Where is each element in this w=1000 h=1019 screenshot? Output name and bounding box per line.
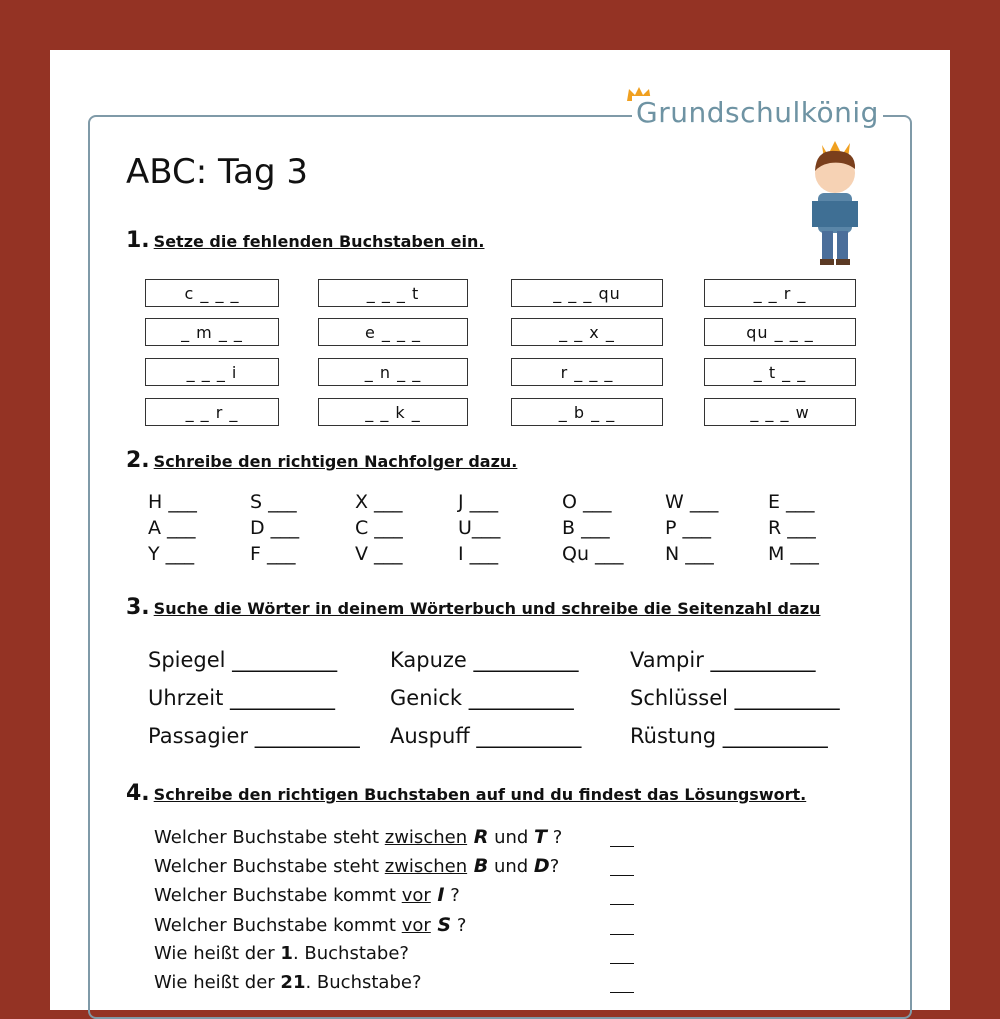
page-title: ABC: Tag 3 xyxy=(126,152,308,192)
dictionary-word: Uhrzeit __________ xyxy=(148,686,336,710)
successor-item: I ___ xyxy=(458,543,499,565)
boy-reading-illustration xyxy=(800,135,870,270)
section-number: 1. xyxy=(126,228,150,253)
answer-blank[interactable] xyxy=(610,963,634,964)
section3-heading xyxy=(126,595,820,620)
question-letter: I xyxy=(430,884,445,907)
successor-item: Y ___ xyxy=(148,543,195,565)
question-keyword: zwischen xyxy=(384,856,468,878)
successor-item: X ___ xyxy=(355,491,403,513)
letter-box[interactable]: r _ _ _ xyxy=(511,358,663,386)
answer-blank[interactable] xyxy=(610,846,634,847)
section1-heading xyxy=(126,228,484,253)
question-number: 21 xyxy=(280,972,306,993)
dictionary-word: Schlüssel __________ xyxy=(630,686,840,710)
question xyxy=(154,943,409,964)
letter-box[interactable]: _ _ k _ xyxy=(318,398,468,426)
question xyxy=(154,972,422,993)
letter-box[interactable]: _ t _ _ xyxy=(704,358,856,386)
successor-item: H ___ xyxy=(148,491,197,513)
successor-item: B ___ xyxy=(562,517,610,539)
question-text: ? xyxy=(547,827,563,848)
letter-box[interactable]: _ _ _ i xyxy=(145,358,279,386)
letter-box[interactable]: _ b _ _ xyxy=(511,398,663,426)
question-text: . Buchstabe? xyxy=(292,942,409,964)
question-keyword: zwischen xyxy=(384,827,468,848)
question-text: und xyxy=(488,856,534,878)
letter-box[interactable]: _ _ x _ xyxy=(511,318,663,346)
question-text: ? xyxy=(444,885,460,907)
question-keyword: vor xyxy=(401,885,431,907)
question-letter: T xyxy=(534,826,548,848)
question-letter: S xyxy=(430,913,452,936)
letter-box[interactable]: e _ _ _ xyxy=(318,318,468,346)
question xyxy=(154,914,466,936)
successor-item: U___ xyxy=(458,517,501,539)
answer-blank[interactable] xyxy=(610,992,634,993)
dictionary-word: Kapuze __________ xyxy=(390,648,579,672)
successor-item: N ___ xyxy=(665,543,714,565)
section4-heading xyxy=(126,781,806,806)
question-text: . Buchstabe? xyxy=(305,972,422,993)
question-keyword: vor xyxy=(401,914,431,936)
question-letter: B xyxy=(467,855,489,878)
successor-item: R ___ xyxy=(768,517,816,539)
letter-box[interactable]: _ n _ _ xyxy=(318,358,468,386)
successor-item: O ___ xyxy=(562,491,612,513)
letter-box[interactable]: _ _ r _ xyxy=(704,279,856,307)
successor-item: E ___ xyxy=(768,491,815,513)
dictionary-word: Rüstung __________ xyxy=(630,724,828,748)
letter-box[interactable]: c _ _ _ xyxy=(145,279,279,307)
question xyxy=(154,884,460,906)
dictionary-word: Vampir __________ xyxy=(630,648,816,672)
question-text: Welcher Buchstabe steht xyxy=(154,827,385,848)
letter-box[interactable]: _ _ _ t xyxy=(318,279,468,307)
logo: Grundschulkönig xyxy=(632,96,883,129)
dictionary-word: Spiegel __________ xyxy=(148,648,338,672)
successor-item: J ___ xyxy=(458,491,499,513)
question-number: 1 xyxy=(280,942,293,964)
section-title: Schreibe den richtigen Nachfolger dazu. xyxy=(153,452,518,471)
letter-box[interactable]: qu _ _ _ xyxy=(704,318,856,346)
successor-item: W ___ xyxy=(665,491,719,513)
letter-box[interactable]: _ _ _ qu xyxy=(511,279,663,307)
question-text: Wie heißt der xyxy=(154,972,281,993)
question-text: Wie heißt der xyxy=(154,942,281,964)
successor-item: D ___ xyxy=(250,517,300,539)
question-letter: R xyxy=(467,826,489,848)
question xyxy=(154,855,559,877)
section-number: 2. xyxy=(126,448,150,473)
dictionary-word: Passagier __________ xyxy=(148,724,360,748)
question-text: und xyxy=(488,827,535,848)
successor-item: C ___ xyxy=(355,517,403,539)
successor-item: V ___ xyxy=(355,543,403,565)
section-number: 4. xyxy=(126,781,150,806)
successor-item: Qu ___ xyxy=(562,543,624,565)
answer-blank[interactable] xyxy=(610,934,634,935)
question-letter: D xyxy=(533,855,550,878)
question-text: Welcher Buchstabe kommt xyxy=(154,914,402,936)
answer-blank[interactable] xyxy=(610,904,634,905)
section2-heading xyxy=(126,448,517,473)
section-number: 3. xyxy=(126,595,150,620)
question xyxy=(154,826,562,848)
answer-blank[interactable] xyxy=(610,875,634,876)
section-title: Suche die Wörter in deinem Wörterbuch und schreibe die Seitenzahl dazu xyxy=(153,599,821,618)
section-title: Schreibe den richtigen Buchstaben auf und du findest das Lösungswort. xyxy=(153,785,807,804)
letter-box[interactable]: _ m _ _ xyxy=(145,318,279,346)
successor-item: F ___ xyxy=(250,543,296,565)
successor-item: M ___ xyxy=(768,543,819,565)
question-text: ? xyxy=(549,856,560,878)
successor-item: P ___ xyxy=(665,517,711,539)
question-text: Welcher Buchstabe steht xyxy=(154,856,385,878)
question-text: Welcher Buchstabe kommt xyxy=(154,885,402,907)
letter-box[interactable]: _ _ _ w xyxy=(704,398,856,426)
successor-item: S ___ xyxy=(250,491,297,513)
question-text: ? xyxy=(451,914,467,936)
letter-box[interactable]: _ _ r _ xyxy=(145,398,279,426)
successor-item: A ___ xyxy=(148,517,196,539)
dictionary-word: Auspuff __________ xyxy=(390,724,582,748)
section-title: Setze die fehlenden Buchstaben ein. xyxy=(153,232,485,251)
dictionary-word: Genick __________ xyxy=(390,686,574,710)
